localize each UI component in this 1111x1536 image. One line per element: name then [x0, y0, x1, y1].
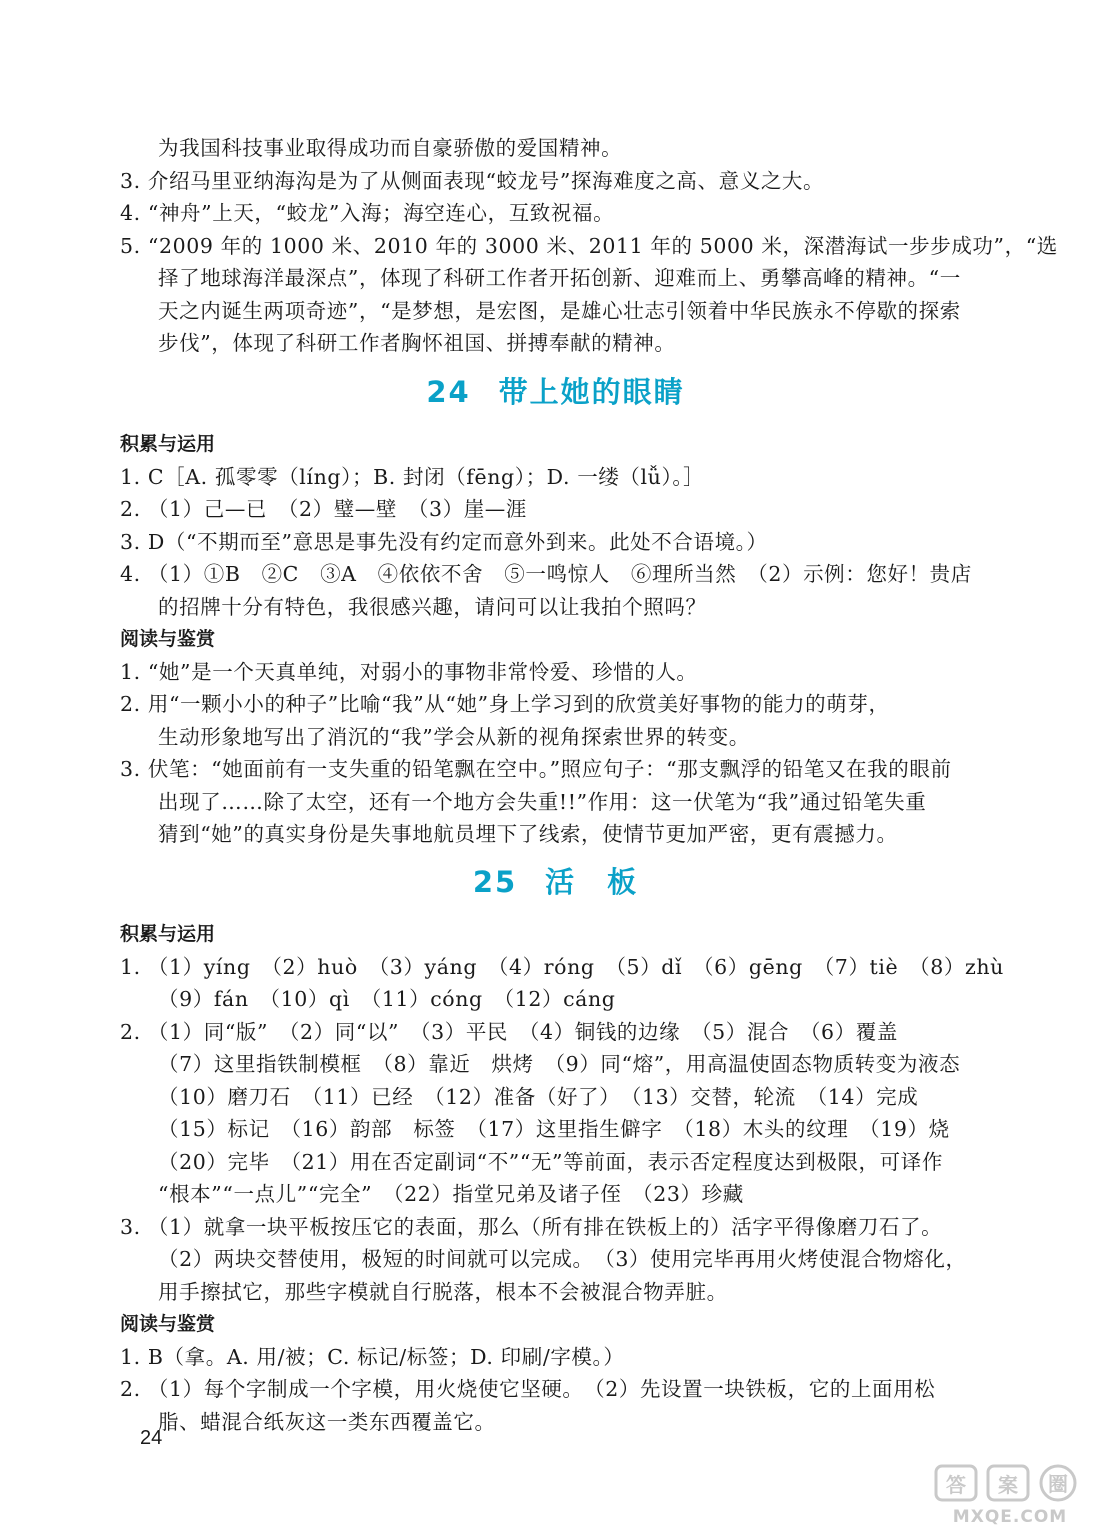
section-24-title — [0, 370, 1111, 411]
subheading-accumulate: 积累与运用 — [120, 923, 216, 945]
answer-line: （9）fán （10）qì （11）cóng （12）cáng — [158, 987, 616, 1011]
section-25-body — [120, 918, 1004, 1438]
answer-line: （20）完毕 （21）用在否定副词“不”“无”等前面，表示否定程度达到极限，可译作 — [158, 1149, 943, 1174]
subheading-reading: 阅读与鉴赏 — [120, 628, 216, 650]
answer-line: 3. 伏笔：“她面前有一支失重的铅笔飘在空中。”照应句子：“那支飘浮的铅笔又在我的眼前 — [120, 757, 952, 781]
answer-line: （15）标记 （16）韵部 标签 （17）这里指生僻字 （18）木头的纹理 （19）烧 — [158, 1117, 950, 1141]
answer-line: （2）两块交替使用，极短的时间就可以完成。 （3）使用完毕再用火烤使混合物熔化， — [158, 1247, 967, 1271]
answer-line: 为我国科技事业取得成功而自豪骄傲的爱国精神。 — [158, 136, 623, 160]
answer-line: 猜到“她”的真实身份是失事地航员埋下了线索，使情节更加严密，更有震撼力。 — [158, 822, 898, 846]
answer-line: 2. （1）己—已 （2）璧—壁 （3）崖—涯 — [120, 497, 528, 521]
answer-line: 2. （1）每个字制成一个字模，用火烧使它坚硬。 （2）先设置一块铁板，它的上面用松 — [120, 1377, 936, 1401]
answer-line: 1. C［A. 孤零零（líng）；B. 封闭（fēng）；D. 一缕（lǚ）。］ — [120, 464, 705, 489]
section-title-text: 带上她的眼睛 — [498, 375, 685, 409]
section-24-body — [120, 428, 1000, 851]
subheading-accumulate: 积累与运用 — [120, 433, 216, 455]
page-number: 24 — [140, 1427, 163, 1449]
answer-line: 3. （1）就拿一块平板按压它的表面，那么（所有排在铁板上的）活字平得像磨刀石了。 — [120, 1214, 943, 1239]
answer-line: 4. “神舟”上天，“蛟龙”入海；海空连心，互致祝福。 — [120, 201, 615, 225]
answer-line: 2. （1）同“版” （2）同“以” （3）平民 （4）铜钱的边缘 （5）混合 （6）覆盖 — [120, 1019, 899, 1044]
answer-line: 的招牌十分有特色，我很感兴趣，请问可以让我拍个照吗？ — [158, 594, 707, 619]
answer-line: 择了地球海洋最深点”，体现了科研工作者开拓创新、迎难而上、勇攀高峰的精神。“一 — [158, 266, 961, 290]
answer-line: 生动形象地写出了消沉的“我”学会从新的视角探索世界的转变。 — [158, 724, 750, 749]
watermark-logo — [930, 1462, 1090, 1528]
answer-line: 3. D（“不期而至”意思是事先没有约定而意外到来。此处不合语境。） — [120, 529, 768, 554]
answer-line: 步伐”，体现了科研工作者胸怀祖国、拼搏奉献的精神。 — [158, 331, 676, 355]
answer-line: 用手擦拭它，那些字模就自行脱落，根本不会被混合物弄脏。 — [158, 1279, 728, 1304]
section-title-text: 活 板 — [545, 865, 639, 899]
answer-line: 1. “她”是一个天真单纯，对弱小的事物非常怜爱、珍惜的人。 — [120, 659, 698, 684]
answer-line: 脂、蜡混合纸灰这一类东西覆盖它。 — [158, 1409, 496, 1434]
answer-line: （10）磨刀石 （11）已经 （12）准备（好了） （13）交替，轮流 （14）完成 — [158, 1084, 919, 1109]
svg-text:MXQE.COM: MXQE.COM — [952, 1507, 1068, 1527]
answer-line: 5. “2009 年的 1000 米、2010 年的 3000 米、2011 年的 5000 米，深潜海试一步步成功”，“选 — [120, 233, 1058, 258]
answer-line: 2. 用“一颗小小的种子”比喻“我”从“她”身上学习到的欣赏美好事物的能力的萌芽， — [120, 692, 890, 716]
answer-line: 出现了……除了太空，还有一个地方会失重!!”作用：这一伏笔为“我”通过铅笔失重 — [158, 789, 927, 814]
answer-line: 3. 介绍马里亚纳海沟是为了从侧面表现“蛟龙号”探海难度之高、意义之大。 — [120, 168, 825, 193]
svg-text:案: 案 — [998, 1473, 1018, 1497]
answer-line: 天之内诞生两项奇迹”，“是梦想，是宏图，是雄心壮志引领着中华民族永不停歇的探索 — [158, 298, 961, 323]
answer-line: “根本”“一点儿”“完全” （22）指堂兄弟及诸子侄 （23）珍藏 — [158, 1182, 744, 1206]
svg-text:答: 答 — [946, 1473, 966, 1497]
section-25-title — [0, 860, 1111, 901]
section-number: 24 — [426, 375, 471, 409]
svg-text:圈: 圈 — [1048, 1472, 1068, 1496]
section-number: 25 — [472, 865, 518, 899]
answer-line: （7）这里指铁制模框 （8）靠近 烘烤 （9）同“熔”，用高温使固态物质转变为液态 — [158, 1052, 961, 1076]
answer-line: 1. B（拿。A. 用/被；C. 标记/标签；D. 印刷/字模。） — [120, 1344, 625, 1369]
continued-answers — [120, 132, 1058, 360]
subheading-reading: 阅读与鉴赏 — [120, 1313, 216, 1335]
answer-line: 4. （1）①B ②C ③A ④依依不舍 ⑤一鸣惊人 ⑥理所当然 （2）示例：您好！贵店 — [120, 562, 972, 586]
answer-line: 1. （1）yíng （2）huò （3）yáng （4）róng （5）dǐ （6）gēng （7）tiè （8）zhù — [120, 954, 1004, 979]
